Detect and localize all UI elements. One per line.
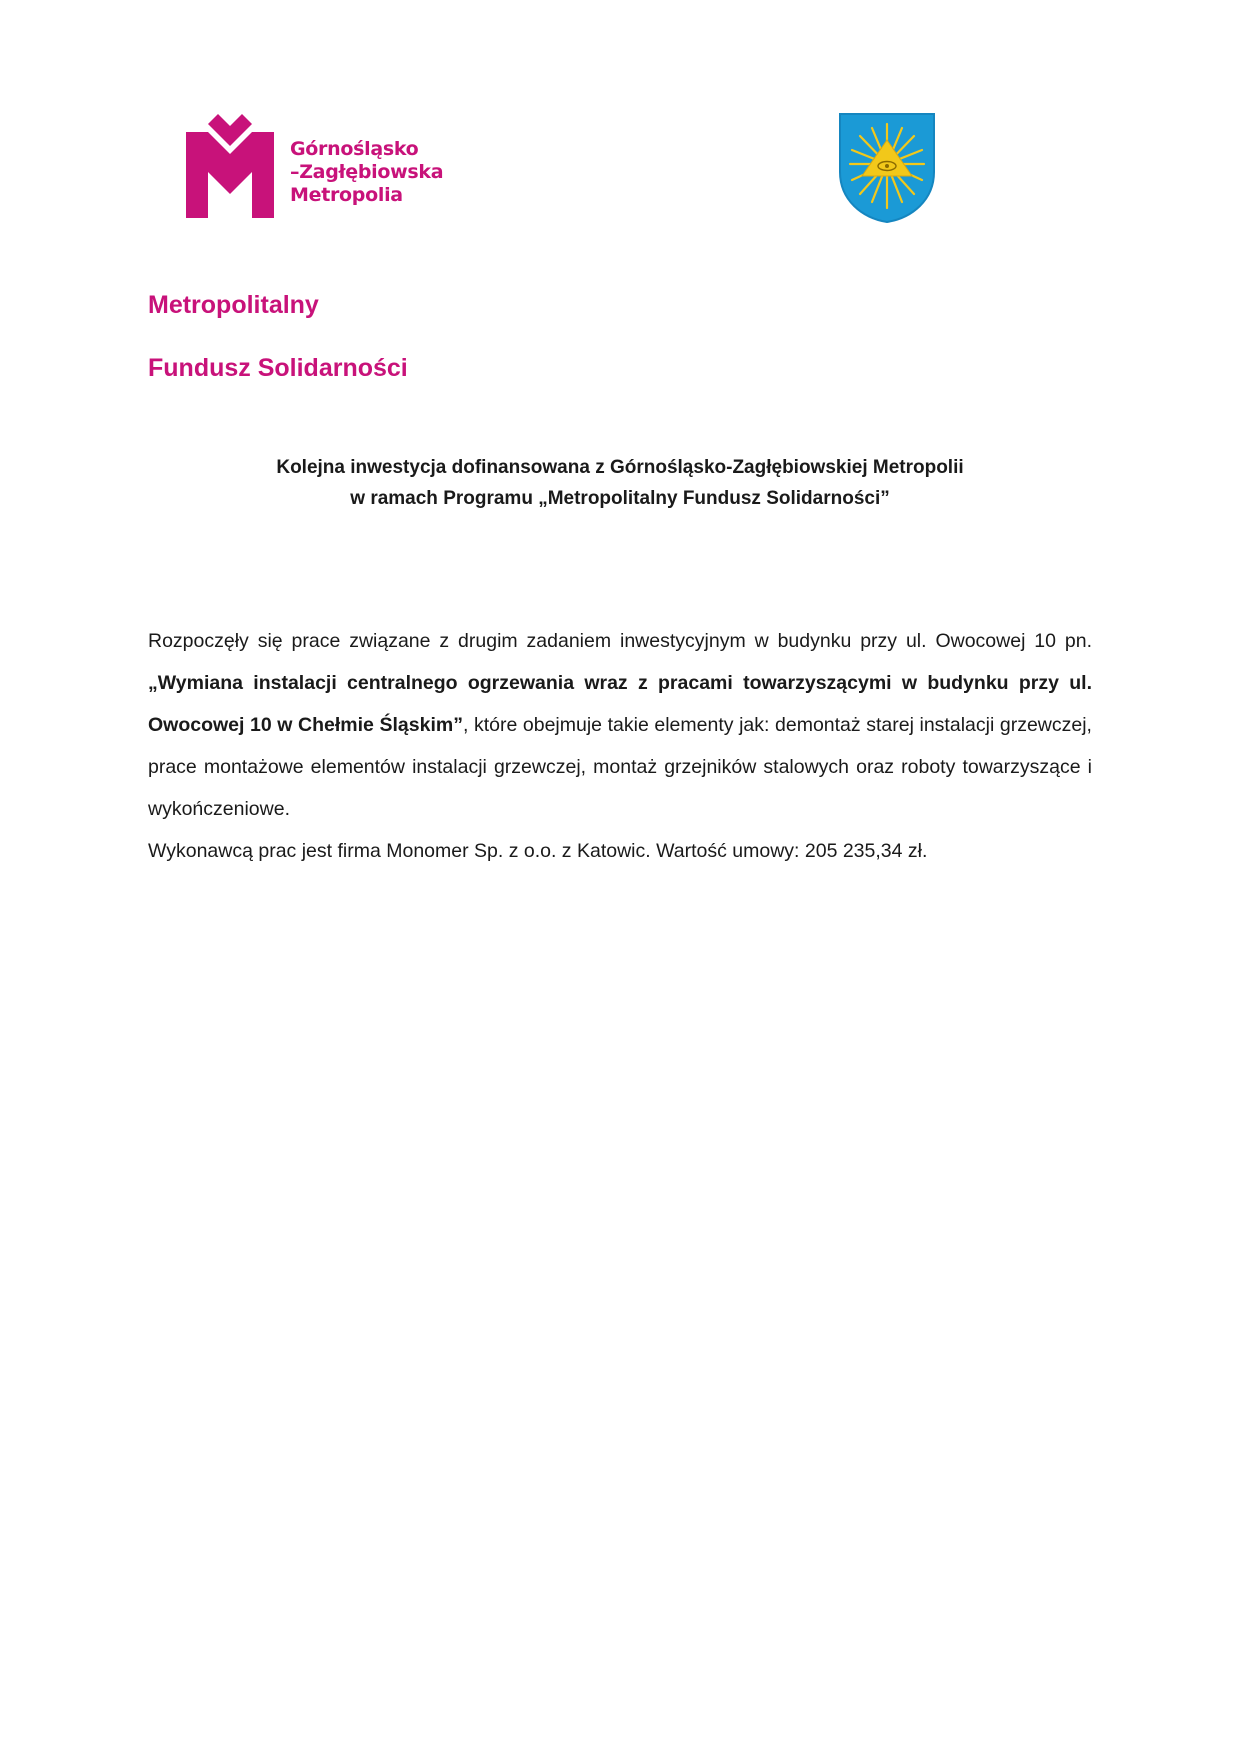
paragraph-intro-text: Rozpoczęły się prace związane z drugim zadaniem inwestycyjnym w budynku przy ul. Owocowej 10 pn. — [148, 630, 1092, 652]
program-title-line2: Fundusz Solidarności — [148, 354, 408, 382]
gzm-logo-line: Metropolia — [290, 184, 403, 206]
program-title-line1: Metropolitalny — [148, 291, 319, 319]
task-name-bold: „Wymiana instalacji centralnego ogrzewania wraz z pracami towarzyszącymi w budynku przy ul. Owocowej 10 w Chełmie Śląskim” — [148, 672, 1092, 736]
coat-of-arms-icon — [838, 112, 936, 224]
headline-line2: w ramach Programu „Metropolitalny Fundusz Solidarności” — [350, 488, 890, 509]
gzm-logo — [186, 114, 466, 220]
article-body — [148, 620, 1092, 872]
article-headline — [148, 452, 1092, 514]
gzm-m-heart-icon — [186, 114, 274, 218]
body-paragraph-2: Wykonawcą prac jest firma Monomer Sp. z o.o. z Katowic. Wartość umowy: 205 235,34 zł. — [148, 840, 928, 862]
gzm-logo-line: Górnośląsko — [290, 138, 419, 160]
program-title — [148, 274, 408, 400]
headline-line1: Kolejna inwestycja dofinansowana z Górnośląsko-Zagłębiowskiej Metropolii — [276, 457, 964, 478]
paragraph-rest-text: , które obejmuje takie elementy jak: demontaż starej instalacji grzewczej, prace montażowe elementów instalacji grzewczej, montaż grzejników stalowych oraz roboty towarzyszące i wykończeniowe. — [148, 714, 1092, 820]
header-logos — [0, 0, 1240, 240]
gzm-logo-line: –Zagłębiowska — [290, 161, 444, 183]
gzm-logo-text — [290, 138, 470, 207]
body-paragraph-1 — [148, 620, 1092, 830]
